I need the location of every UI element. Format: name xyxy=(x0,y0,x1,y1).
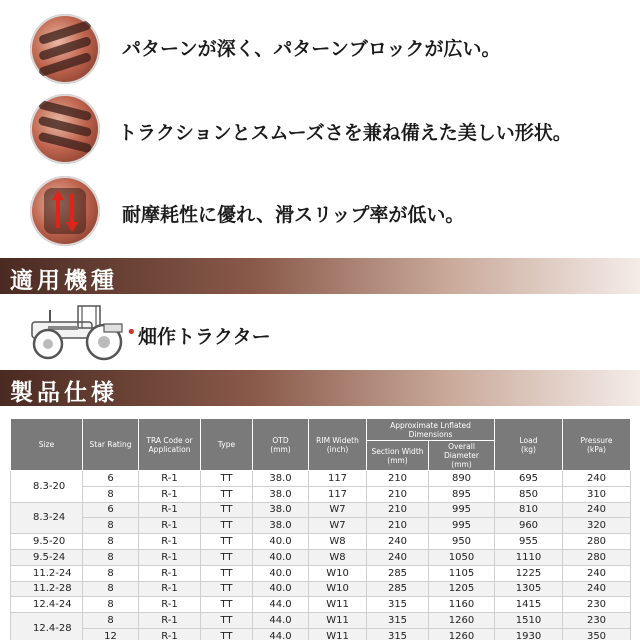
cell-load: 1225 xyxy=(495,565,563,581)
cell-pressure: 240 xyxy=(563,502,631,518)
cell-tra: R-1 xyxy=(139,581,201,597)
cell-type: TT xyxy=(201,471,253,487)
cell-tra: R-1 xyxy=(139,628,201,640)
feature-item xyxy=(0,86,640,166)
cell-tra: R-1 xyxy=(139,613,201,629)
header-section-label: Section Width xyxy=(371,446,424,456)
cell-overall: 890 xyxy=(429,471,495,487)
header-otd xyxy=(253,419,309,471)
header-pressure-label: Pressure xyxy=(580,435,613,445)
tire-tread-icon xyxy=(30,14,100,84)
table-row xyxy=(11,486,631,502)
cell-otd: 44.0 xyxy=(253,613,309,629)
cell-rim: 117 xyxy=(309,471,367,487)
cell-section: 315 xyxy=(367,628,429,640)
header-rim xyxy=(309,419,367,471)
cell-size: 11.2-28 xyxy=(11,581,83,597)
cell-overall: 950 xyxy=(429,534,495,550)
cell-overall: 995 xyxy=(429,502,495,518)
cell-type: TT xyxy=(201,581,253,597)
header-otd-unit: (mm) xyxy=(270,444,291,454)
cell-rim: W8 xyxy=(309,549,367,565)
cell-otd: 38.0 xyxy=(253,471,309,487)
feature-item xyxy=(0,6,640,86)
application-item: 畑作トラクター xyxy=(138,326,271,348)
section-title: 製品仕様 xyxy=(10,380,118,406)
cell-tra: R-1 xyxy=(139,597,201,613)
header-section-width xyxy=(367,441,429,471)
feature-item xyxy=(0,168,640,248)
cell-overall: 995 xyxy=(429,518,495,534)
cell-pressure: 240 xyxy=(563,581,631,597)
header-overall-label: Overall Diameter xyxy=(443,442,479,460)
cell-section: 210 xyxy=(367,518,429,534)
table-row xyxy=(11,613,631,629)
cell-size: 8.3-24 xyxy=(11,502,83,534)
cell-otd: 44.0 xyxy=(253,628,309,640)
cell-otd: 40.0 xyxy=(253,581,309,597)
cell-load: 695 xyxy=(495,471,563,487)
cell-section: 210 xyxy=(367,486,429,502)
cell-type: TT xyxy=(201,597,253,613)
cell-tra: R-1 xyxy=(139,486,201,502)
table-row xyxy=(11,534,631,550)
header-overall-unit: (mm) xyxy=(451,460,472,469)
spec-table xyxy=(10,418,631,640)
table-row xyxy=(11,581,631,597)
cell-star: 8 xyxy=(83,581,139,597)
cell-star: 8 xyxy=(83,486,139,502)
cell-tra: R-1 xyxy=(139,534,201,550)
header-star-rating: Star Rating xyxy=(83,419,139,471)
cell-rim: W10 xyxy=(309,565,367,581)
cell-size: 11.2-24 xyxy=(11,565,83,581)
section-header-application xyxy=(0,258,640,294)
tire-tread-icon xyxy=(30,94,100,164)
cell-load: 1305 xyxy=(495,581,563,597)
cell-otd: 44.0 xyxy=(253,597,309,613)
cell-rim: W11 xyxy=(309,613,367,629)
header-type: Type xyxy=(201,419,253,471)
header-dimensions: Approximate Lnflated Dimensions xyxy=(367,419,495,441)
header-otd-label: OTD xyxy=(272,435,289,445)
cell-star: 8 xyxy=(83,597,139,613)
feature-text: 耐摩耗性に優れ、滑スリップ率が低い。 xyxy=(122,204,465,226)
cell-tra: R-1 xyxy=(139,502,201,518)
cell-pressure: 280 xyxy=(563,534,631,550)
cell-load: 1510 xyxy=(495,613,563,629)
cell-star: 12 xyxy=(83,628,139,640)
cell-otd: 40.0 xyxy=(253,549,309,565)
header-pressure xyxy=(563,419,631,471)
section-title: 適用機種 xyxy=(10,268,118,294)
cell-type: TT xyxy=(201,549,253,565)
cell-star: 8 xyxy=(83,549,139,565)
cell-otd: 38.0 xyxy=(253,486,309,502)
cell-load: 850 xyxy=(495,486,563,502)
cell-size: 9.5-20 xyxy=(11,534,83,550)
cell-overall: 1260 xyxy=(429,613,495,629)
cell-overall: 1205 xyxy=(429,581,495,597)
cell-otd: 40.0 xyxy=(253,565,309,581)
cell-tra: R-1 xyxy=(139,549,201,565)
feature-text: パターンが深く、パターンブロックが広い。 xyxy=(122,38,501,60)
application-row xyxy=(0,300,640,372)
header-size: Size xyxy=(11,419,83,471)
header-rim-label: RIM Wideth xyxy=(316,435,359,445)
cell-tra: R-1 xyxy=(139,471,201,487)
cell-section: 315 xyxy=(367,597,429,613)
cell-load: 1930 xyxy=(495,628,563,640)
cell-pressure: 280 xyxy=(563,549,631,565)
cell-type: TT xyxy=(201,565,253,581)
cell-section: 210 xyxy=(367,502,429,518)
cell-section: 210 xyxy=(367,471,429,487)
cell-type: TT xyxy=(201,518,253,534)
cell-size: 12.4-24 xyxy=(11,597,83,613)
cell-section: 285 xyxy=(367,581,429,597)
cell-otd: 38.0 xyxy=(253,502,309,518)
cell-rim: W11 xyxy=(309,628,367,640)
cell-pressure: 350 xyxy=(563,628,631,640)
cell-overall: 895 xyxy=(429,486,495,502)
cell-star: 8 xyxy=(83,613,139,629)
cell-overall: 1160 xyxy=(429,597,495,613)
cell-rim: W10 xyxy=(309,581,367,597)
cell-star: 6 xyxy=(83,502,139,518)
cell-rim: W7 xyxy=(309,518,367,534)
cell-overall: 1050 xyxy=(429,549,495,565)
table-row xyxy=(11,549,631,565)
cell-pressure: 230 xyxy=(563,597,631,613)
header-section-unit: (mm) xyxy=(387,455,408,465)
header-rim-unit: (inch) xyxy=(326,444,349,454)
tractor-icon xyxy=(22,300,126,364)
cell-section: 240 xyxy=(367,534,429,550)
cell-type: TT xyxy=(201,502,253,518)
table-row xyxy=(11,628,631,640)
header-pressure-unit: (kPa) xyxy=(587,444,606,454)
header-load-unit: (kg) xyxy=(521,444,536,454)
cell-star: 8 xyxy=(83,518,139,534)
cell-pressure: 240 xyxy=(563,471,631,487)
cell-size: 9.5-24 xyxy=(11,549,83,565)
cell-rim: W8 xyxy=(309,534,367,550)
table-row xyxy=(11,597,631,613)
cell-load: 1415 xyxy=(495,597,563,613)
cell-star: 6 xyxy=(83,471,139,487)
header-load xyxy=(495,419,563,471)
cell-otd: 38.0 xyxy=(253,518,309,534)
cell-tra: R-1 xyxy=(139,565,201,581)
cell-load: 955 xyxy=(495,534,563,550)
cell-load: 960 xyxy=(495,518,563,534)
cell-rim: W11 xyxy=(309,597,367,613)
tire-wear-icon xyxy=(30,176,100,246)
cell-size: 8.3-20 xyxy=(11,471,83,503)
cell-star: 8 xyxy=(83,534,139,550)
cell-type: TT xyxy=(201,534,253,550)
cell-section: 240 xyxy=(367,549,429,565)
cell-type: TT xyxy=(201,613,253,629)
bullet: • xyxy=(126,322,137,343)
header-load-label: Load xyxy=(519,435,538,445)
cell-rim: 117 xyxy=(309,486,367,502)
cell-size: 12.4-28 xyxy=(11,613,83,640)
table-row xyxy=(11,471,631,487)
section-header-specs xyxy=(0,370,640,406)
cell-type: TT xyxy=(201,628,253,640)
table-row xyxy=(11,565,631,581)
cell-pressure: 230 xyxy=(563,613,631,629)
cell-load: 810 xyxy=(495,502,563,518)
cell-pressure: 240 xyxy=(563,565,631,581)
cell-type: TT xyxy=(201,486,253,502)
table-row xyxy=(11,518,631,534)
cell-rim: W7 xyxy=(309,502,367,518)
cell-tra: R-1 xyxy=(139,518,201,534)
cell-load: 1110 xyxy=(495,549,563,565)
cell-pressure: 310 xyxy=(563,486,631,502)
cell-section: 315 xyxy=(367,613,429,629)
cell-star: 8 xyxy=(83,565,139,581)
table-row xyxy=(11,502,631,518)
cell-section: 285 xyxy=(367,565,429,581)
header-tra-code: TRA Code or Application xyxy=(139,419,201,471)
cell-pressure: 320 xyxy=(563,518,631,534)
cell-overall: 1260 xyxy=(429,628,495,640)
header-overall-diameter xyxy=(429,441,495,471)
cell-overall: 1105 xyxy=(429,565,495,581)
feature-text: トラクションとスムーズさを兼ね備えた美しい形状。 xyxy=(118,122,572,144)
cell-otd: 40.0 xyxy=(253,534,309,550)
